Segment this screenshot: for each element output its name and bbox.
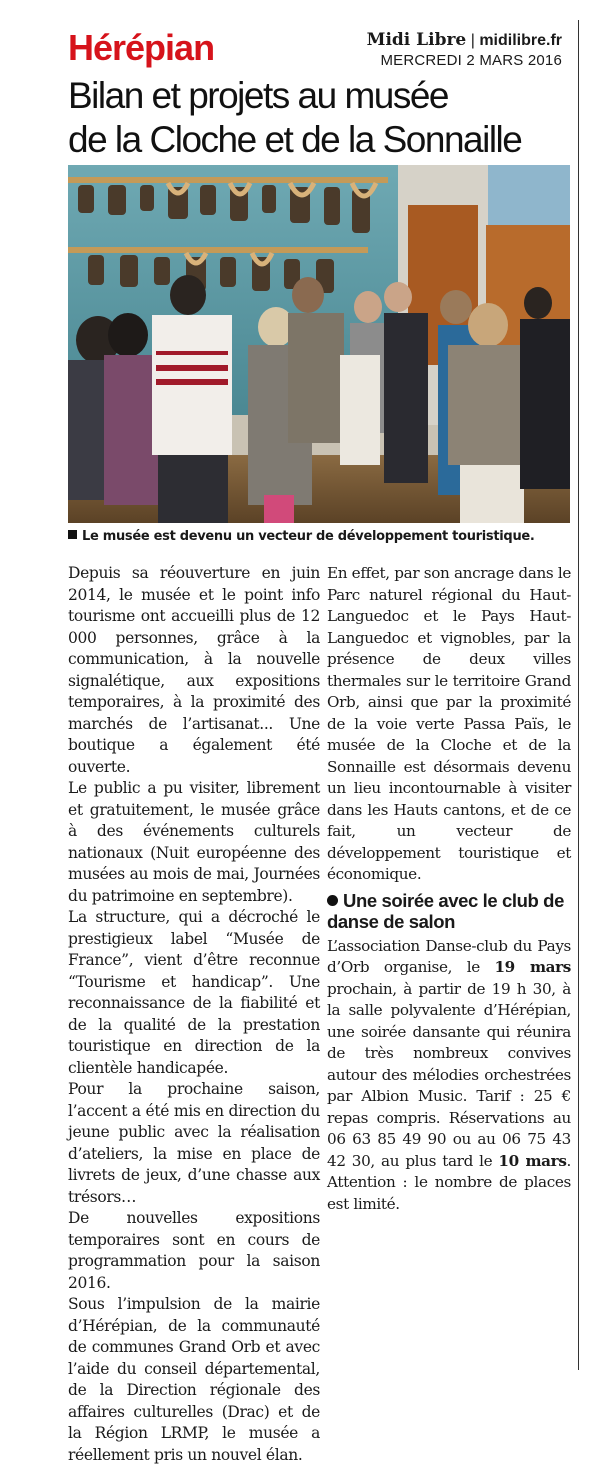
headline (68, 74, 573, 162)
photo-caption-text: Le musée est devenu un vecteur de développement touristique. (82, 529, 535, 544)
article-paragraph: Pour la prochaine saison, l’accent a été mis en direction du jeune public avec la réalisation d’ateliers, la mise en place de livrets de jeux, d’une chasse aux trésors… (68, 1080, 320, 1206)
article-photo (68, 165, 570, 523)
locality-title: Hérépian (68, 27, 215, 68)
article-paragraph: De nouvelles expositions temporaires sont en cours de programmation pour la saison 2016. (68, 1209, 320, 1292)
article-column-right (327, 563, 571, 1215)
event-text: L’association Danse-club du Pays d’Orb organise, le (327, 936, 571, 976)
event-text: prochain, à partir de 19 h 30, à la salle polyvalente d’Hérépian, une soirée dansante qui réunira de très nombreux convives autour des mélodies orchestrées par Albion Music. Tarif : 25 € repas compris. Réservations au 06 63 85 49 90 ou au 06 75 43 42 30, au plus tard le (327, 979, 571, 1170)
subheading-text: Une soirée avec le club de danse de salon (327, 889, 564, 932)
article-paragraph: En effet, par son ancrage dans le Parc naturel régional du Haut-Languedoc et le Pays Haut-Languedoc et vignobles, par la présence de deux villes thermales sur le territoire Grand Orb, ainsi que par la proximité de la voie verte Passa Païs, le musée de la Cloche et de la Sonnaille est désormais devenu un lieu incontournable à visiter dans les Hauts cantons, et de ce fait, un vecteur de développement touristique et économique. (327, 564, 571, 883)
masthead (367, 30, 562, 71)
event-date: 19 mars (494, 958, 572, 976)
subheading (327, 890, 571, 932)
reservation-deadline: 10 mars (498, 1151, 567, 1170)
headline-line-2: de la Cloche et de la Sonnaille (68, 119, 522, 160)
article-paragraph: Depuis sa réouverture en juin 2014, le musée et le point info tourisme ont accueilli plus de 12 000 personnes, grâce à la communication, à la nouvelle signalétique, aux expositions temporaires, à la proximité des marchés de l’artisanat... Une boutique a également été ouverte. (68, 564, 320, 776)
caption-square-icon (68, 530, 77, 539)
newspaper-website: midilibre.fr (479, 32, 562, 49)
headline-line-1: Bilan et projets au musée (68, 75, 449, 116)
bullet-icon (327, 895, 338, 906)
event-text: . Attention : le nombre de places est limité. (327, 1151, 571, 1213)
photo-museum-visitors-icon (68, 165, 570, 523)
publication-date: MERCREDI 2 MARS 2016 (380, 52, 562, 69)
masthead-separator: | (470, 32, 475, 49)
article-paragraph-event (327, 936, 571, 1216)
newspaper-brand: Midi Libre (366, 30, 467, 50)
article-paragraph: La structure, qui a décroché le prestigieux label “Musée de France”, vient d’être reconnue “Tourisme et handicap”. Une reconnaissance de la fiabilité et de la qualité de la prestation touristique en direction de la clientèle handicapée. (68, 908, 320, 1077)
article-paragraph: Le public a pu visiter, librement et gratuitement, le musée grâce à des événements culturels nationaux (Nuit européenne des musées au mois de mai, Journées du patrimoine en septembre). (68, 779, 320, 905)
article-paragraph-continued: Sous l’impulsion de la mairie d’Hérépian, de la communauté de communes Grand Orb et avec l’aide du conseil départemental, de la Direction régionale des affaires culturelles (Drac) et de la Région LRMP, le musée a réellement pris un nouvel élan. (68, 1295, 320, 1464)
photo-caption (68, 528, 573, 546)
column-rule (578, 20, 579, 1370)
article-column-left (68, 563, 320, 1466)
